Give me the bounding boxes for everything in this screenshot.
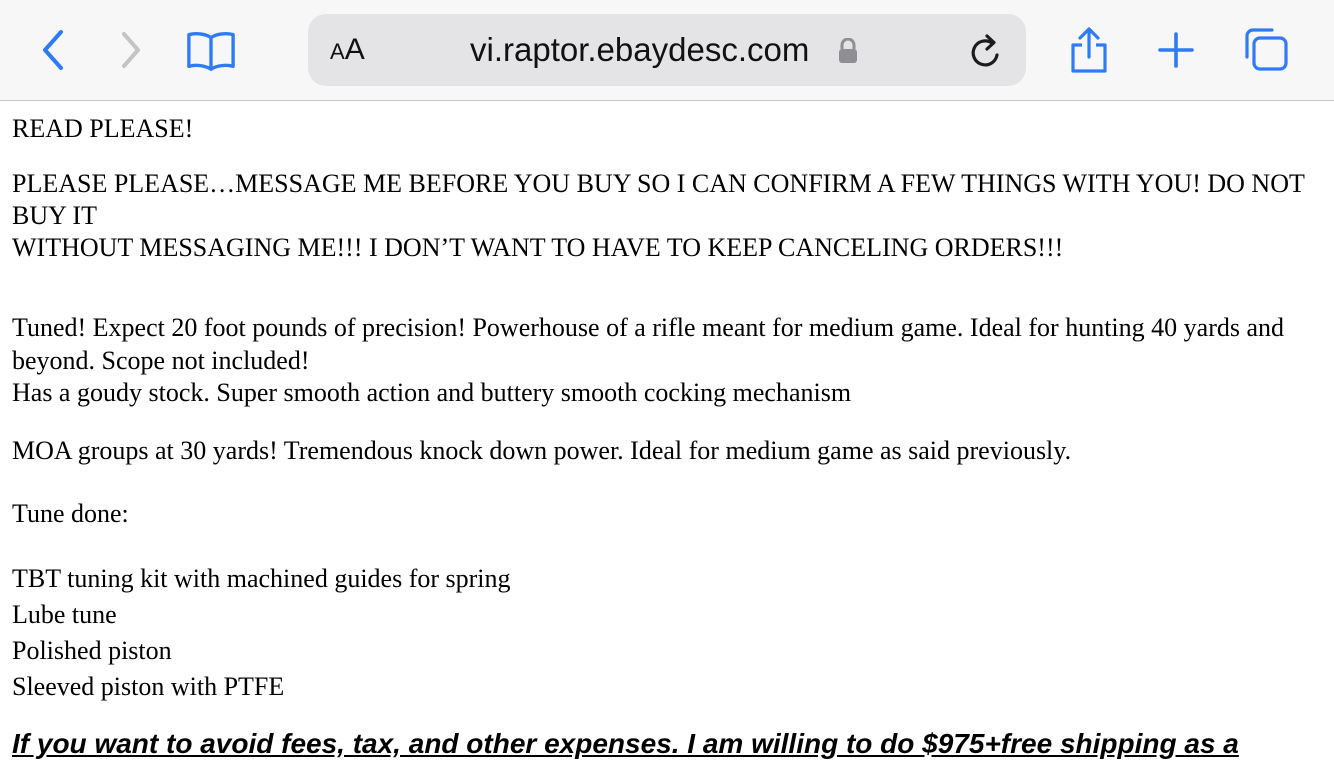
read-please-heading: READ PLEASE! bbox=[12, 114, 194, 143]
url-text: vi.raptor.ebaydesc.com bbox=[470, 31, 810, 68]
reader-mode-button[interactable]: AA bbox=[330, 33, 365, 66]
list-item: TBT tuning kit with machined guides for spring bbox=[12, 563, 511, 593]
notice-line: WITHOUT MESSAGING ME!!! I DON’T WANT TO HAVE TO KEEP CANCELING ORDERS!!! bbox=[12, 233, 1064, 262]
lock-icon bbox=[838, 38, 858, 64]
list-item: Polished piston bbox=[12, 635, 172, 665]
address-bar[interactable] bbox=[308, 14, 1026, 86]
list-item: Lube tune bbox=[12, 599, 117, 629]
share-button[interactable] bbox=[1064, 25, 1114, 75]
message-before-buying-notice bbox=[12, 168, 1328, 264]
tabs-icon bbox=[1242, 27, 1290, 73]
description-line: Tuned! Expect 20 foot pounds of precision! Powerhouse of a rifle meant for medium game. Ideal for hunting 40 yards and beyond. Scope not included! bbox=[12, 313, 1285, 375]
reload-icon[interactable] bbox=[968, 31, 1004, 71]
listing-description bbox=[12, 112, 1328, 761]
moa-paragraph: MOA groups at 30 yards! Tremendous knock down power. Ideal for medium game as said previously. bbox=[12, 435, 1072, 465]
notice-line: PLEASE PLEASE…MESSAGE ME BEFORE YOU BUY SO I CAN CONFIRM A FEW THINGS WITH YOU! DO NOT BUY IT bbox=[12, 169, 1305, 230]
share-icon bbox=[1067, 25, 1111, 75]
forward-button[interactable] bbox=[106, 25, 156, 75]
offer-notice: If you want to avoid fees, tax, and other expenses. I am willing to do $975+free shipping as a bbox=[12, 727, 1239, 759]
chevron-left-icon bbox=[39, 28, 69, 72]
tune-list bbox=[12, 561, 1328, 705]
chevron-right-icon bbox=[116, 28, 146, 72]
bookmarks-button[interactable] bbox=[186, 25, 236, 75]
new-tab-button[interactable] bbox=[1151, 25, 1201, 75]
back-button[interactable] bbox=[29, 25, 79, 75]
rifle-description bbox=[12, 312, 1328, 410]
plus-icon bbox=[1156, 30, 1196, 70]
list-item: Sleeved piston with PTFE bbox=[12, 671, 285, 701]
tune-done-heading: Tune done: bbox=[12, 498, 129, 528]
tabs-button[interactable] bbox=[1241, 25, 1291, 75]
browser-toolbar bbox=[0, 0, 1334, 101]
book-icon bbox=[186, 28, 236, 72]
description-line: Has a goudy stock. Super smooth action and buttery smooth cocking mechanism bbox=[12, 378, 852, 407]
